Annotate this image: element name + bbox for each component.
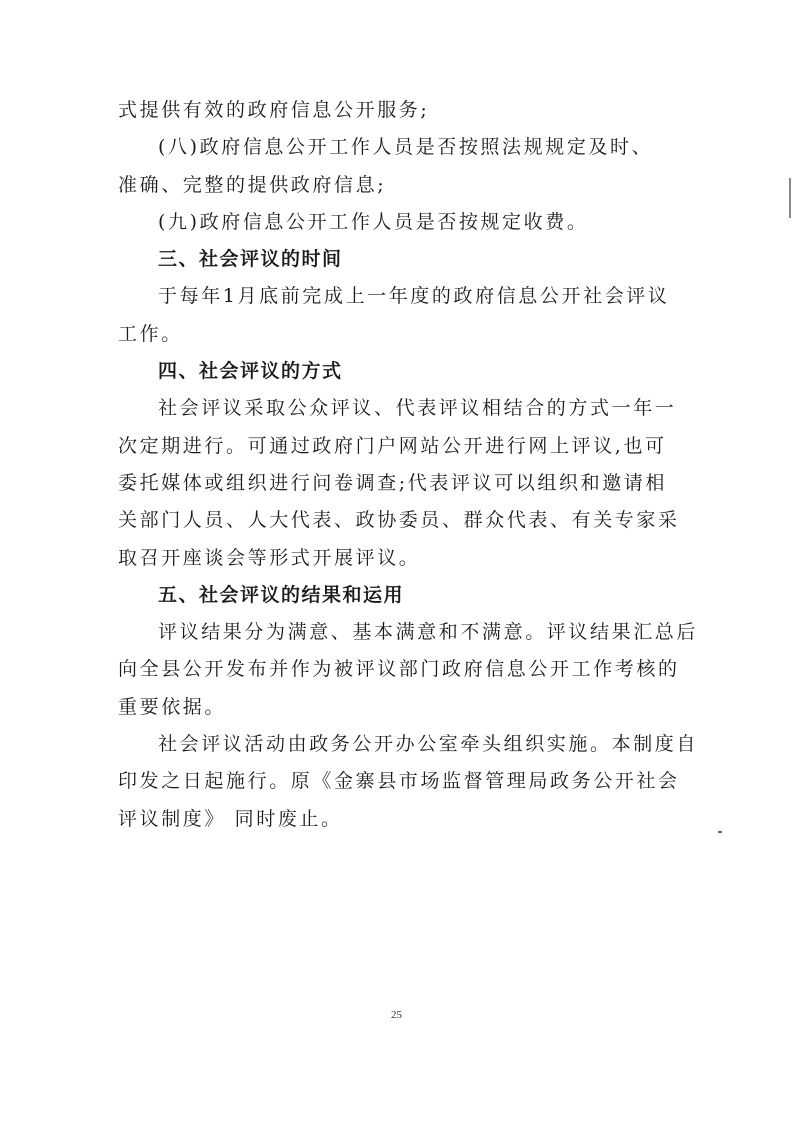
text-line: 重要依据。	[118, 695, 227, 718]
text-line: 于每年1月底前完成上一年度的政府信息公开社会评议	[158, 285, 670, 308]
scan-mark	[718, 831, 722, 833]
text-line: 社会评议采取公众评议、代表评议相结合的方式一年一	[158, 397, 677, 420]
text-line: 工作。	[118, 322, 183, 345]
section-heading-time: 三、社会评议的时间	[158, 248, 343, 271]
text-line: 印发之日起施行。原《金寨县市场监督管理局政务公开社会	[118, 770, 680, 793]
text-line: 准确、完整的提供政府信息;	[118, 173, 387, 196]
list-item-eight: (八)政府信息公开工作人员是否按照法规规定及时、	[158, 136, 654, 159]
text-line: 评议制度》 同时废止。	[118, 807, 343, 830]
text-line: 取召开座谈会等形式开展评议。	[118, 546, 421, 569]
text-line: 式提供有效的政府信息公开服务;	[118, 99, 430, 121]
text-line: 关部门人员、人大代表、政协委员、群众代表、有关专家采	[118, 509, 680, 532]
scan-mark	[789, 178, 791, 218]
text-line: 向全县公开发布并作为被评议部门政府信息公开工作考核的	[118, 658, 680, 681]
list-item-nine: (九)政府信息公开工作人员是否按规定收费。	[158, 210, 589, 233]
section-heading-results: 五、社会评议的结果和运用	[158, 583, 405, 606]
section-heading-method: 四、社会评议的方式	[158, 360, 343, 383]
page-number: 25	[391, 1009, 402, 1021]
text-line: 次定期进行。可通过政府门户网站公开进行网上评议,也可	[118, 434, 667, 457]
text-line: 委托媒体或组织进行问卷调查;代表评议可以组织和邀请相	[118, 471, 668, 494]
document-body	[118, 92, 699, 838]
text-line: 社会评议活动由政务公开办公室牵头组织实施。本制度自	[158, 733, 699, 756]
text-line: 评议结果分为满意、基本满意和不满意。评议结果汇总后	[158, 621, 699, 644]
